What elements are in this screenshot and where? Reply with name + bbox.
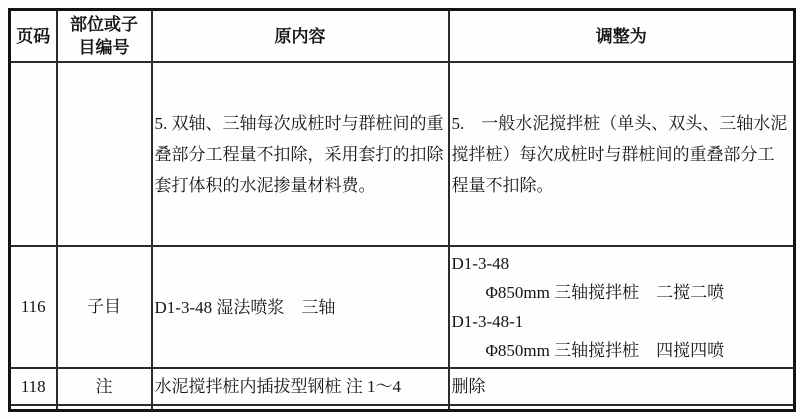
header-cell-original: 原内容 <box>152 10 449 63</box>
table-row <box>10 368 795 405</box>
row1-page-cell <box>10 62 57 246</box>
empty-cell <box>10 405 57 410</box>
row2-section-cell: 子目 <box>57 246 152 368</box>
row1-section-cell <box>57 62 152 246</box>
header-row <box>10 10 795 63</box>
empty-cell <box>152 405 449 410</box>
row3-adjusted-cell: 删除 <box>449 368 795 405</box>
row1-adjusted-cell: 5. 一般水泥搅拌桩（单头、双头、三轴水泥搅拌桩）每次成桩时与群桩间的重叠部分工程量不扣除。 <box>449 62 795 246</box>
table-row <box>10 246 795 368</box>
empty-cell <box>449 405 795 410</box>
adjustment-table <box>8 8 796 412</box>
empty-cell <box>57 405 152 410</box>
table-row <box>10 62 795 246</box>
row3-page-cell: 118 <box>10 368 57 405</box>
header-cell-adjusted: 调整为 <box>449 10 795 63</box>
row2-adjusted-cell: D1-3-48 Φ850mm 三轴搅拌桩 二搅二喷 D1-3-48-1 Φ850mm 三轴搅拌桩 四搅四喷 <box>449 246 795 368</box>
header-cell-page: 页码 <box>10 10 57 63</box>
bottom-sliver-row <box>10 405 795 410</box>
row3-section-cell: 注 <box>57 368 152 405</box>
row2-page-cell: 116 <box>10 246 57 368</box>
row2-original-cell: D1-3-48 湿法喷浆 三轴 <box>152 246 449 368</box>
row3-original-cell: 水泥搅拌桩内插拔型钢桩 注 1～4 <box>152 368 449 405</box>
header-cell-section: 部位或子 目编号 <box>57 10 152 63</box>
row1-original-cell: 5. 双轴、三轴每次成桩时与群桩间的重叠部分工程量不扣除，采用套打的扣除套打体积的水泥掺量材料费。 <box>152 62 449 246</box>
